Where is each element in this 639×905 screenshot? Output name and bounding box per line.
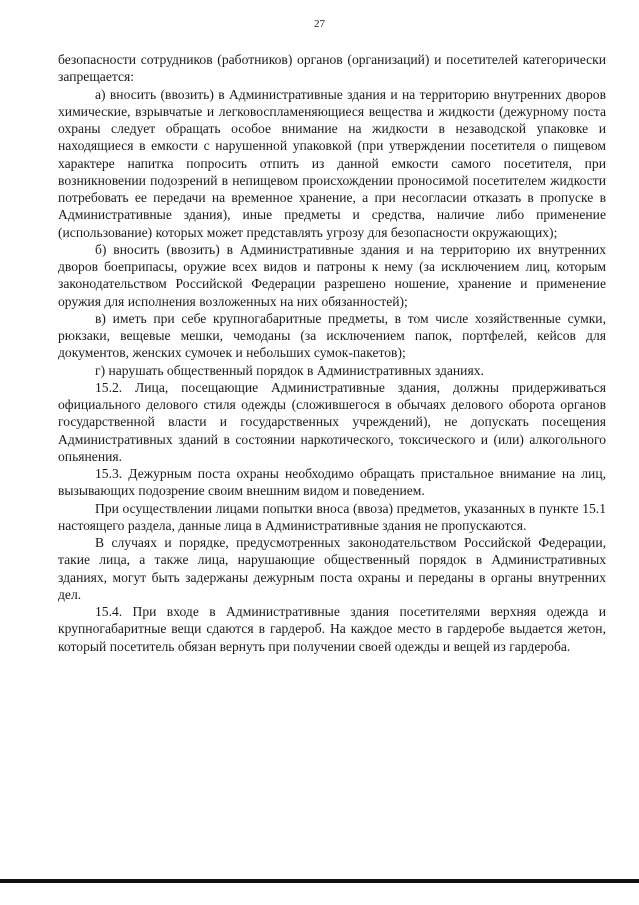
paragraph-item-b: б) вносить (ввозить) в Административные здания и на территорию их внутренних дворов боеприпасы, оружие всех видов и патроны к нему (за исключением лиц, которым законодательством Российской Федерации разрешено ношение, хранение и применение оружия для исполнения возложенных на них обязанностей);	[58, 241, 606, 309]
paragraph-item-g: г) нарушать общественный порядок в Административных зданиях.	[95, 362, 484, 378]
document-body	[58, 51, 606, 655]
paragraph-item-v: в) иметь при себе крупногабаритные предметы, в том числе хозяйственные сумки, рюкзаки, вещевые мешки, чемоданы (за исключением папок, портфелей, кейсов для документов, женских сумочек и небольших сумок-пакетов);	[58, 310, 606, 361]
paragraph-15-4: 15.4. При входе в Административные здания посетителями верхняя одежда и крупногабаритные вещи сдаются в гардероб. На каждое место в гардеробе выдается жетон, который посетитель обязан вернуть при получении своей одежды и вещей из гардероба.	[58, 604, 606, 654]
paragraph-entry-refusal: При осуществлении лицами попытки вноса (ввоза) предметов, указанных в пункте 15.1 настоящего раздела, данные лица в Административные здания не пропускаются.	[58, 500, 606, 533]
footer-divider	[0, 879, 639, 883]
paragraph-prohibition-intro: безопасности сотрудников (работников) органов (организаций) и посетителей категорически запрещается:	[58, 52, 606, 85]
paragraph-detention: В случаях и порядке, предусмотренных законодательством Российской Федерации, такие лица, а также лица, нарушающие общественный порядок в Административных зданиях, могут быть задержаны дежурным поста охраны и переданы в органы внутренних дел.	[58, 535, 606, 602]
paragraph-15-3: 15.3. Дежурным поста охраны необходимо обращать пристальное внимание на лиц, вызывающих подозрение своим внешним видом и поведением.	[58, 466, 606, 499]
paragraph-item-a: а) вносить (ввозить) в Административные здания и на территорию внутренних дворов химические, взрывчатые и легковоспламеняющиеся вещества и жидкости (дежурному поста охраны следует обращать особое внимание на жидкости в незаводской упаковке и находящиеся в емкости с нарушенной упаковкой (при утверждении посетителя о пищевом характере напитка попросить отпить из данной емкости самого посетителя, при возникновении подозрений в непищевом происхождении проносимой посетителем жидкости потребовать ее передачи на временное хранение, а при несогласии отказать в пропуске в Административные здания), иные предметы и средства, наличие либо применение (использование) которых может представлять угрозу для безопасности окружающих);	[58, 86, 606, 240]
page-number: 27	[314, 18, 325, 30]
paragraph-15-2: 15.2. Лица, посещающие Административные здания, должны придерживаться официального делового стиля одежды (сложившегося в обычаях делового оборота органов государственной власти и государственных учреждений), не допускать посещения Административных зданий в состоянии наркотического, токсического и (или) алкогольного опьянения.	[58, 379, 606, 464]
